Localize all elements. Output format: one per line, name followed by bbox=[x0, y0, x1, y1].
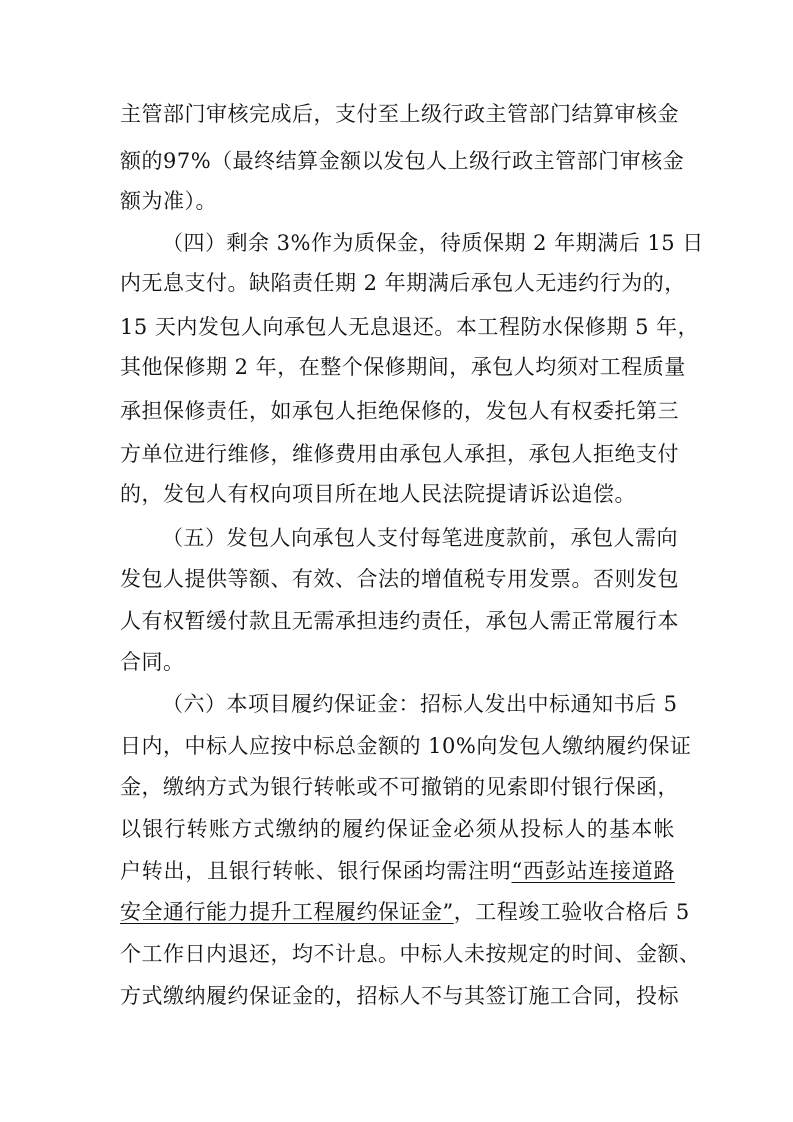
text-line-16: 日内，中标人应按中标总金额的 10%向发包人缴纳履约保证 bbox=[120, 734, 692, 758]
paragraph-6-line-1: （六）本项目履约保证金：招标人发出中标通知书后 5 bbox=[162, 692, 678, 716]
text-line-19 bbox=[120, 857, 675, 885]
text-line-9: 方单位进行维修，维修费用由承包人承担，承包人拒绝支付 bbox=[120, 442, 679, 466]
text-line-21: 个工作日内退还，均不计息。中标人未按规定的时间、金额、 bbox=[120, 942, 701, 966]
text-line-8: 承担保修责任，如承包人拒绝保修的，发包人有权委托第三 bbox=[120, 399, 679, 423]
text-line-13: 人有权暂缓付款且无需承担违约责任，承包人需正常履行本 bbox=[120, 609, 679, 633]
project-name-underlined-part-1: “西彭站连接道路 bbox=[511, 859, 675, 883]
text-line-1: 主管部门审核完成后，支付至上级行政主管部门结算审核金 bbox=[120, 102, 679, 126]
text-line-20 bbox=[120, 898, 690, 926]
text-line-2: 额的97%（最终结算金额以发包人上级行政主管部门审核金 bbox=[120, 149, 685, 173]
text-line-3: 额为准）。 bbox=[120, 189, 217, 213]
project-name-underlined-part-2: 安全通行能力提升工程履约保证金” bbox=[120, 900, 454, 924]
paragraph-4-line-1: （四）剩余 3%作为质保金，待质保期 2 年期满后 15 日 bbox=[162, 231, 704, 255]
text-line-22: 方式缴纳履约保证金的，招标人不与其签订施工合同，投标 bbox=[120, 984, 679, 1008]
text-line-5: 内无息支付。缺陷责任期 2 年期满后承包人无违约行为的， bbox=[120, 271, 686, 295]
text-line-7: 其他保修期 2 年，在整个保修期间，承包人均须对工程质量 bbox=[120, 355, 686, 379]
paragraph-5-line-1: （五）发包人向承包人支付每笔进度款前，承包人需向 bbox=[162, 526, 678, 550]
text-line-6: 15 天内发包人向承包人无息退还。本工程防水保修期 5 年， bbox=[120, 315, 700, 339]
text-line-10: 的，发包人有权向项目所在地人民法院提请诉讼追偿。 bbox=[120, 482, 636, 506]
text-line-18: 以银行转账方式缴纳的履约保证金必须从投标人的基本帐 bbox=[120, 817, 675, 841]
text-line-19-plain: 户转出，且银行转帐、银行保函均需注明 bbox=[120, 859, 512, 883]
text-line-17: 金，缴纳方式为银行转帐或不可撤销的见索即付银行保函， bbox=[120, 775, 679, 799]
text-line-20-plain: ，工程竣工验收合格后 5 bbox=[453, 900, 690, 924]
text-line-12: 发包人提供等额、有效、合法的增值税专用发票。否则发包 bbox=[120, 567, 679, 591]
text-line-14: 合同。 bbox=[120, 650, 185, 674]
